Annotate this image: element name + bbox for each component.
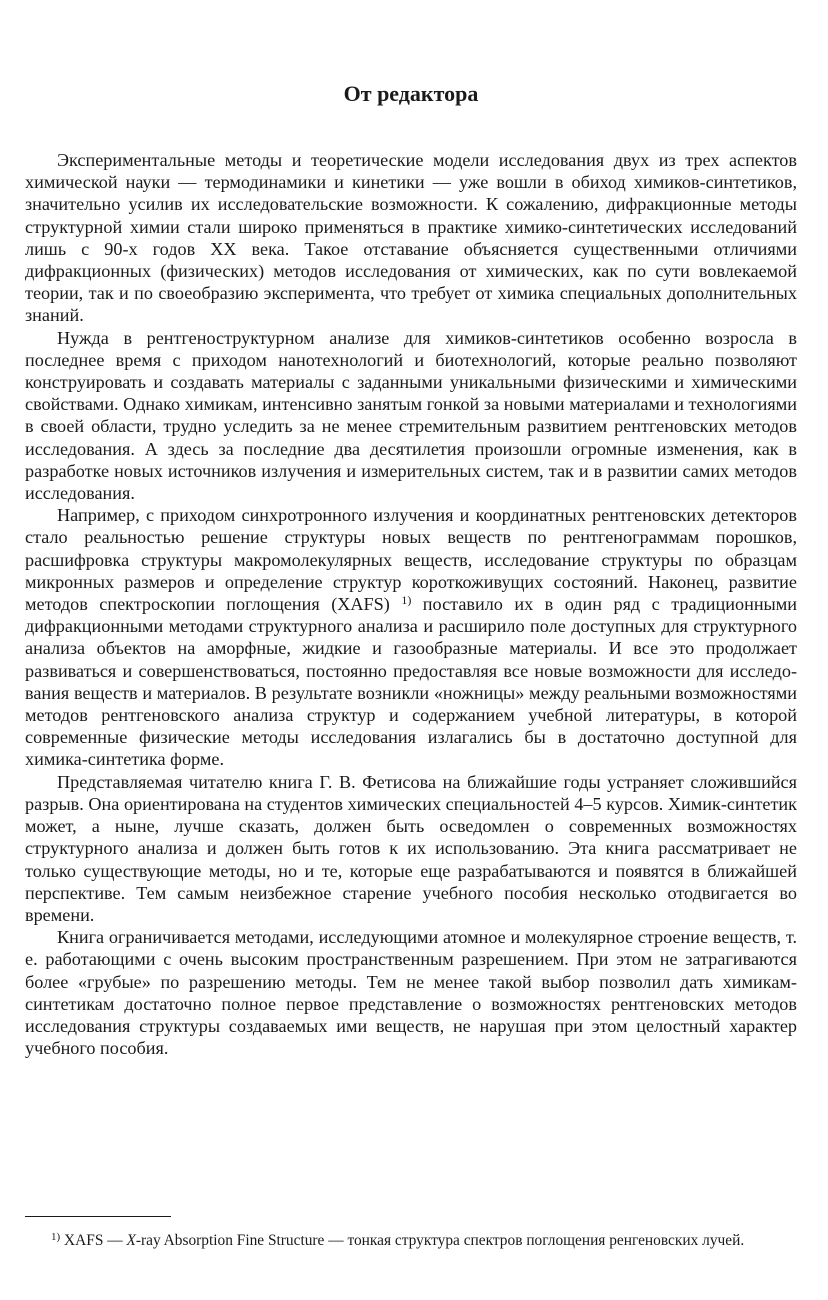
footnote-divider xyxy=(25,1216,171,1217)
footnote xyxy=(25,1231,797,1251)
paragraph-4: Представляемая читателю книга Г. В. Фетисова на ближайшие годы устраняет сложившийся разрыв. Она ориентирована на студентов химических специальностей 4–5 курсов. Химик-синтетик может, а ныне, лучше сказать, должен быть осведомлен о современных возможностях структурного анализа и должен быть готов к их использованию. Эта книга рассматривает не только существующие методы, но и те, которые еще разрабатываются и появятся в ближайшей перспективе. Тем самым неизбежное старение учебного пособия несколько отодвигается во времени. xyxy=(25,771,797,925)
footnote-marker: 1) xyxy=(51,1231,61,1243)
footnote-text: -ray Absorption Fine Structure — тонкая структура спектров поглощения ренгеновских лучей. xyxy=(135,1232,745,1249)
paragraph-2: Нужда в рентгеноструктурном анализе для химиков-синтетиков особенно возросла в последнее время с приходом нанотехнологий и биотехнологий, которые реально позволяют конструировать и создавать материалы с заданными уникальными физическими и химическими свойствами. Однако химикам, интенсивно занятым гонкой за новыми материалами и технологиями в своей области, трудно уследить за не менее стремительным развитием рентгеновских методов исследования. А здесь за последние два десятилетия произошли огромные изменения, как в разработке новых источников излучения и измерительных систем, так и в развитии самих методов исследования. xyxy=(25,327,797,504)
footnote-x-letter: X xyxy=(126,1232,136,1249)
paragraph-1: Экспериментальные методы и теоретические модели исследования двух из трех аспектов химической науки — термодинамики и кинетики — уже вошли в обиход химиков-синтетиков, значительно усилив их исследовательские возможности. К сожалению, дифракционные методы структурной химии стали широко применяться в практике химико-синтетических исследований лишь с 90-х годов XX века. Такое отставание объясняется существенными отличиями дифракционных (физических) методов исследования от химических, как по сути вовлекаемой теории, так и по своеобразию эксперимента, что требует от химика специальных дополнительных знаний. xyxy=(25,150,797,326)
page-title: От редактора xyxy=(343,81,479,106)
body-text xyxy=(25,149,797,1059)
paragraph-3-text: Например, с приходом синхротронного излучения и координатных рентгеновских детекторов стало реальностью решение структуры новых веществ по рентгенограммам порошков, расшифровка структуры макромолекулярных веществ, исследование структуры по образцам микронных размеров и определение структур короткоживущих состояний. Наконец, развитие методов спектроскопии поглощения (XAFS) xyxy=(25,505,797,615)
footnote-reference[interactable]: 1) xyxy=(401,593,412,608)
footnote-lead: XAFS — xyxy=(64,1232,127,1249)
paragraph-3 xyxy=(25,504,797,770)
paragraph-5: Книга ограничивается методами, исследующими атомное и молекулярное строение веществ, т. е. работающими с очень высоким пространственным разрешением. При этом не затрагиваются более «грубые» по разрешению методы. Тем не менее такой выбор позволил дать химикам-синтетикам достаточно полное первое представление о возможностях рентгеновских методов исследования структуры создаваемых ими веществ, не нарушая при этом целостный характер учебного пособия. xyxy=(25,927,797,1059)
paragraph-3-continuation: поставило их в один ряд с традиционными дифракционными методами структурного анализа и расширило поле доступных для структурного анализа объектов на аморфные, жидкие и газообразные материалы. И все это продолжает развиваться и совершенствоваться, постоянно предоставляя все новые возможности для исследования веществ и материалов. В результате возникли «ножницы» между реальными возможностями методов рентгеновского анализа структур и содержанием учебной литературы, в которой современные физические методы исследования излагались бы в достаточно доступной для химика-синтетика форме. xyxy=(25,594,798,770)
